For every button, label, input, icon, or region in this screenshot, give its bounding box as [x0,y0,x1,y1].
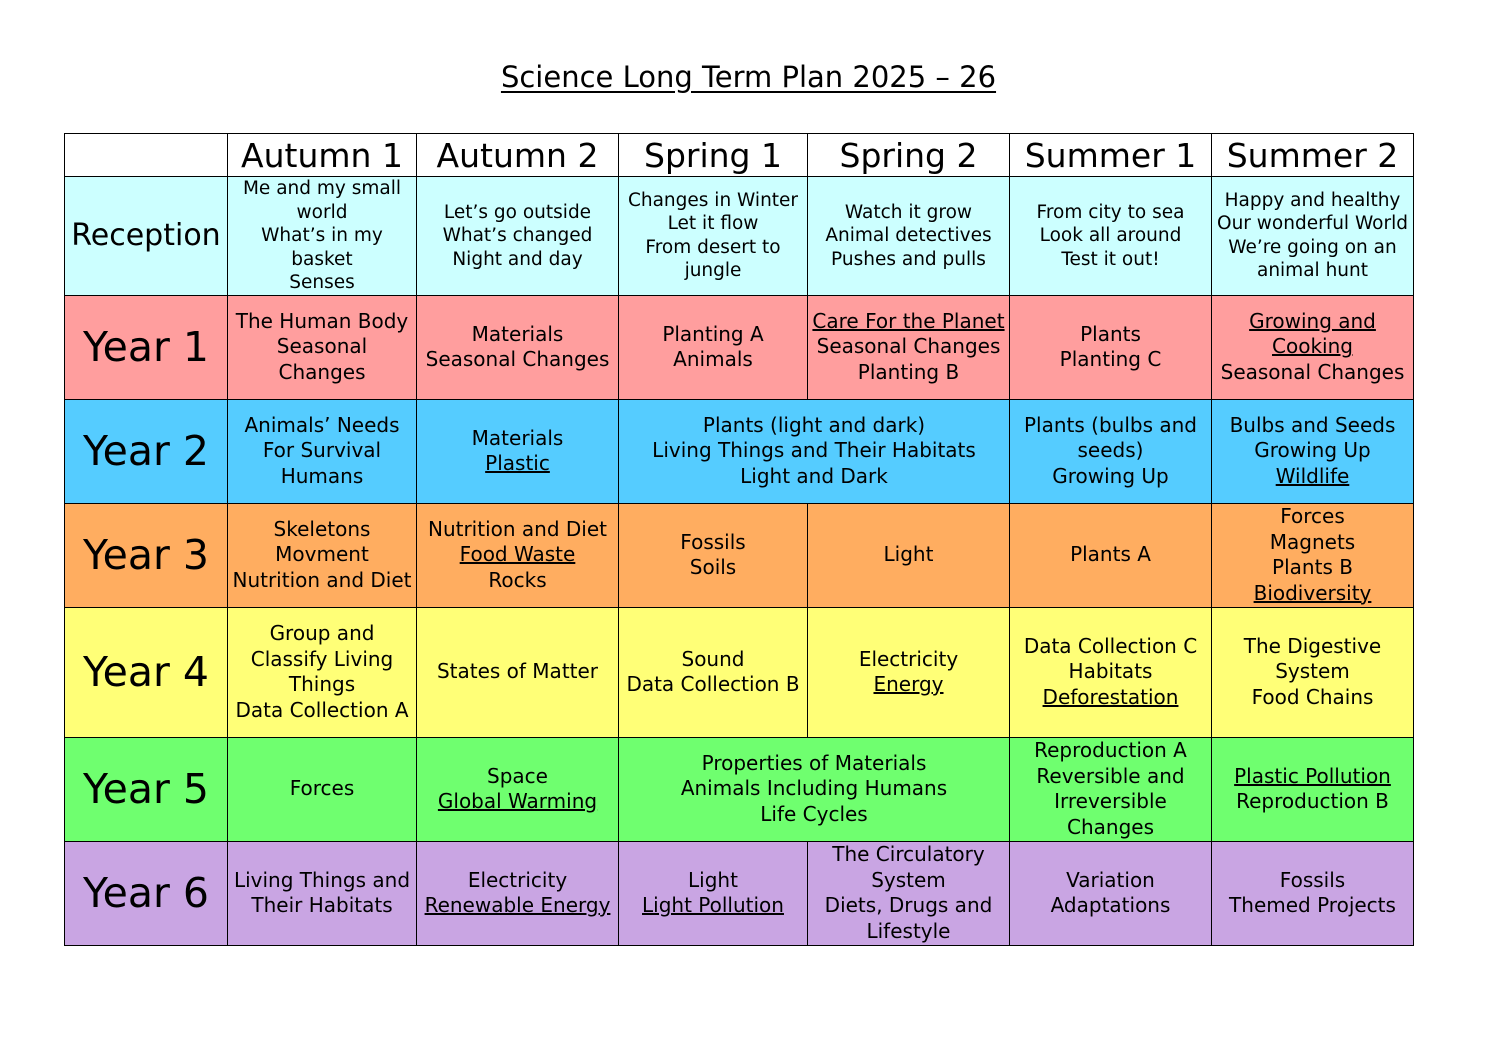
row-label-reception: Reception [65,177,228,296]
row-label-year-6: Year 6 [65,841,228,945]
row-label-year-3: Year 3 [65,503,228,607]
topic: Themed Projects [1229,893,1396,917]
cell-year4-summer-1 [1010,607,1212,737]
cell-year2-spring [619,399,1010,503]
topic: Watch it grow [844,201,973,223]
cell-year5-summer-2 [1212,737,1414,841]
topic: Plants A [1070,542,1151,567]
cell-year1-spring-1 [619,295,808,399]
topic: Senses [289,272,355,293]
topic: Data Collection A [235,697,409,722]
cell-year4-summer-2 [1212,607,1414,737]
topic: What’s changed [442,225,593,246]
topic: Our wonderful World [1217,213,1408,235]
topic: Happy and healthy [1224,189,1401,211]
cell-year3-spring-2 [808,503,1010,607]
topic: Soils [689,555,737,579]
row-reception [65,177,1414,296]
topic: Reproduction A [1034,738,1187,762]
topic: Skeletons [273,516,371,541]
topic: Diets, Drugs and Lifestyle [824,893,993,943]
topic: Planting B [857,359,960,384]
cell-reception-summer-2 [1212,177,1414,296]
term-spring-2: Spring 2 [808,134,1010,177]
topic: Forces [1280,504,1345,528]
row-label-year-5: Year 5 [65,737,228,841]
cell-year3-spring-1 [619,503,808,607]
topic: Habitats [1068,659,1153,684]
topic: Data Collection B [626,672,800,696]
topic-underlined: Growing and Cooking [1249,308,1376,359]
page-title: Science Long Term Plan 2025 – 26 [500,60,997,94]
cell-year4-spring-2 [808,607,1010,737]
cell-year1-summer-2 [1212,295,1414,399]
cell-year2-autumn-2 [417,399,619,503]
cell-year2-autumn-1 [228,399,417,503]
row-year-3 [65,503,1414,607]
topic: Sound [681,646,745,671]
topic: Night and day [452,248,583,270]
topic-underlined: Light Pollution [642,893,784,917]
cell-year1-spring-2 [808,295,1010,399]
topic: Living Things and Their Habitats [652,438,976,463]
topic: The Circulatory System [832,842,985,892]
topic-underlined: Plastic Pollution [1234,763,1391,788]
topic: Forces [289,776,355,801]
topic: Reproduction B [1236,789,1389,813]
long-term-plan-table [64,133,1414,946]
cell-year2-summer-2 [1212,399,1414,503]
topic: Plants B [1272,555,1353,579]
term-header-row [65,134,1414,177]
topic: We’re going on an animal hunt [1228,236,1397,282]
topic-underlined: Energy [873,672,944,696]
cell-year6-spring-2 [808,841,1010,945]
topic: Humans [280,463,364,488]
topic: States of Matter [436,659,599,684]
cell-reception-autumn-1 [228,177,417,296]
cell-year3-autumn-2 [417,503,619,607]
row-year-6 [65,841,1414,945]
topic: Test it out! [1061,248,1160,270]
topic: Growing Up [1052,463,1169,488]
topic: From city to sea [1036,201,1185,223]
term-summer-2: Summer 2 [1212,134,1414,177]
topic: Living Things and Their Habitats [233,867,411,917]
cell-year4-autumn-1 [228,607,417,737]
cell-year6-autumn-2 [417,841,619,945]
topic: Light and Dark [740,463,888,488]
corner-cell [65,134,228,177]
topic: Reversible and Irreversible Changes [1036,763,1185,839]
topic: Electricity [858,646,959,671]
topic: Bulbs and Seeds [1229,412,1396,437]
cell-year6-autumn-1 [228,841,417,945]
topic: Planting A [662,321,764,346]
topic: Seasonal Changes [816,334,1001,359]
cell-year1-summer-1 [1010,295,1212,399]
topic: Variation [1066,867,1155,892]
cell-year5-summer-1 [1010,737,1212,841]
cell-reception-spring-2 [808,177,1010,296]
cell-year1-autumn-2 [417,295,619,399]
topic: What’s in my basket [261,225,383,270]
topic-underlined: Wildlife [1275,463,1350,488]
topic: Group and Classify Living Things [250,621,394,696]
topic: Space [487,763,548,788]
cell-year3-summer-1 [1010,503,1212,607]
topic: Electricity [467,867,568,892]
topic: Plants (bulbs and seeds) [1024,412,1197,463]
topic: Materials [471,321,564,346]
topic: Animals’ Needs For Survival [244,412,400,463]
row-label-year-2: Year 2 [65,399,228,503]
row-year-4 [65,607,1414,737]
cell-year6-spring-1 [619,841,808,945]
term-autumn-1: Autumn 1 [228,134,417,177]
topic: Let it flow [667,213,759,235]
topic-underlined: Plastic [485,451,550,475]
cell-year2-summer-1 [1010,399,1212,503]
cell-year6-summer-1 [1010,841,1212,945]
topic-underlined: Renewable Energy [424,893,611,917]
topic: Look all around [1039,225,1182,246]
topic: Pushes and pulls [831,248,986,270]
topic: Properties of Materials [701,750,927,775]
topic: Nutrition and Diet [232,567,412,592]
term-autumn-2: Autumn 2 [417,134,619,177]
topic: Changes in Winter [627,189,799,211]
cell-year5-autumn-2 [417,737,619,841]
cell-reception-autumn-2 [417,177,619,296]
cell-year5-autumn-1 [228,737,417,841]
topic: Plants (light and dark) [702,412,926,437]
topic: Plants [1080,321,1141,346]
topic: Light [883,542,934,567]
topic: Rocks [488,567,547,592]
cell-year6-summer-2 [1212,841,1414,945]
topic: Fossils [680,529,746,554]
cell-reception-summer-1 [1010,177,1212,296]
topic: Nutrition and Diet [427,516,607,541]
topic-underlined: Biodiversity [1253,580,1372,605]
topic: The Human Body [235,308,409,333]
topic: Planting C [1059,347,1162,371]
topic-underlined: Care For the Planet [812,308,1005,333]
topic: Me and my small world [242,178,402,223]
cell-year3-autumn-1 [228,503,417,607]
row-year-1 [65,295,1414,399]
topic: Light [688,867,738,892]
row-label-year-1: Year 1 [65,295,228,399]
cell-year3-summer-2 [1212,503,1414,607]
cell-year4-spring-1 [619,607,808,737]
topic: Magnets [1269,529,1356,554]
topic: Growing Up [1254,438,1371,463]
topic: Seasonal Changes [1220,359,1405,384]
topic: Food Chains [1251,684,1374,709]
term-summer-1: Summer 1 [1010,134,1212,177]
row-year-2 [65,399,1414,503]
cell-year4-autumn-2 [417,607,619,737]
topic: Let’s go outside [443,201,592,223]
topic: Materials [471,425,564,450]
topic: Seasonal Changes [276,334,368,384]
row-label-year-4: Year 4 [65,607,228,737]
cell-year1-autumn-1 [228,295,417,399]
topic-underlined: Global Warming [437,789,598,813]
topic: Animals Including Humans [680,776,948,801]
cell-reception-spring-1 [619,177,808,296]
topic: Animal detectives [825,225,992,246]
topic: Life Cycles [760,801,868,826]
topic: Animals [673,347,753,371]
topic: From desert to jungle [645,236,781,282]
topic: Movment [275,542,369,567]
term-spring-1: Spring 1 [619,134,808,177]
topic: Seasonal Changes [425,347,610,371]
cell-year5-spring [619,737,1010,841]
topic-underlined: Deforestation [1042,684,1179,709]
topic-underlined: Food Waste [459,542,576,567]
topic: The Digestive System [1243,633,1382,684]
topic: Data Collection C [1023,633,1198,658]
topic: Fossils [1279,867,1346,892]
topic: Adaptations [1050,893,1171,917]
row-year-5 [65,737,1414,841]
